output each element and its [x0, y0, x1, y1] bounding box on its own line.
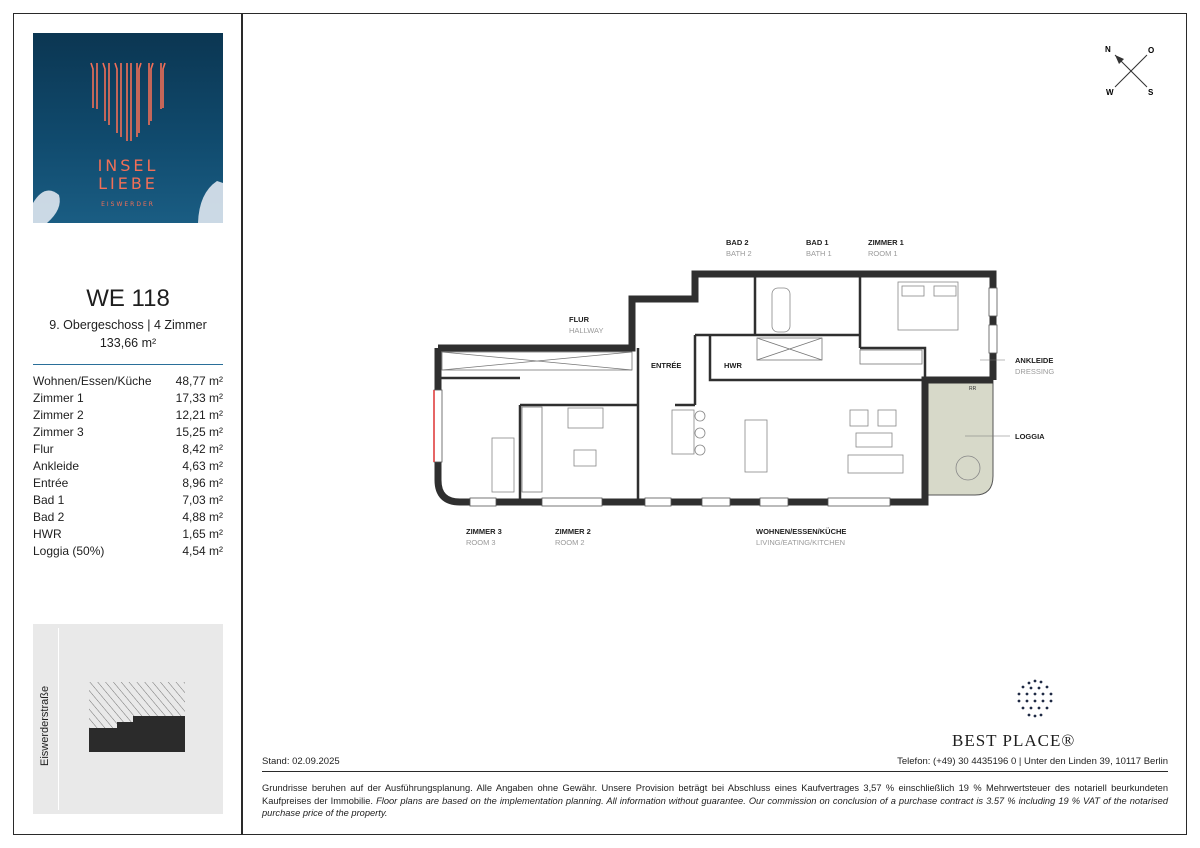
label-zimmer1: ZIMMER 1 — [868, 238, 904, 247]
area-row — [33, 459, 223, 476]
wardrobe-ankleide — [860, 350, 922, 364]
wardrobe-room2 — [522, 407, 542, 492]
bed-room1 — [898, 282, 958, 330]
compass-s: S — [1148, 88, 1154, 97]
disclaimer-en: Floor plans are based on the implementation planning. All information without guarantee. Our commission on conclusion of a purchase contract is 3.57 % including 19 % VAT of the notarised purchase price of the property. — [262, 795, 1169, 818]
label-zimmer2-en: ROOM 2 — [555, 538, 585, 547]
area-room: Wohnen/Essen/Küche — [33, 374, 152, 388]
bathtub — [772, 288, 790, 332]
street-name: Eiswerderstraße — [39, 685, 51, 766]
disclaimer — [262, 782, 1168, 820]
date-stamp: Stand: 02.09.2025 — [262, 756, 340, 767]
area-row — [33, 425, 223, 442]
armchair — [850, 410, 868, 426]
unit-total-area: 133,66 m² — [99, 336, 157, 350]
area-row — [33, 493, 223, 510]
cabinet-room3 — [492, 438, 514, 492]
compass-n: N — [1105, 45, 1111, 54]
area-room: Zimmer 1 — [33, 391, 84, 405]
wall-baths — [695, 274, 860, 348]
area-value: 48,77 m² — [175, 374, 223, 388]
dining-table — [745, 420, 767, 472]
label-bad1-en: BATH 1 — [806, 249, 832, 258]
label-zimmer3-en: ROOM 3 — [466, 538, 496, 547]
window-room3-south — [470, 498, 496, 506]
area-row — [33, 391, 223, 408]
area-room: Bad 2 — [33, 510, 65, 524]
wall-room2 — [520, 405, 638, 502]
area-room: HWR — [33, 527, 62, 541]
window-kitchen-south — [645, 498, 671, 506]
label-zimmer2: ZIMMER 2 — [555, 527, 591, 536]
area-room: Ankleide — [33, 459, 80, 473]
area-value: 4,63 m² — [182, 459, 223, 473]
wall-entree-hwr — [695, 335, 925, 405]
label-bad2: BAD 2 — [726, 238, 749, 247]
desk-small — [574, 450, 596, 466]
window-living-south-1 — [702, 498, 730, 506]
area-row — [33, 527, 223, 544]
kitchen-island — [672, 410, 694, 454]
label-zimmer1-en: ROOM 1 — [868, 249, 898, 258]
label-bad1: BAD 1 — [806, 238, 829, 247]
logo-line-3: EISWERDER — [101, 201, 155, 208]
area-room: Entrée — [33, 476, 69, 490]
window-living-south-2 — [760, 498, 788, 506]
contact-info: Telefon: (+49) 30 4435196 0 | Unter den Linden 39, 10117 Berlin — [897, 756, 1168, 767]
wall-flur — [638, 348, 695, 405]
disclaimer-de: Grundrisse beruhen auf der Ausführungsplanung. Alle Angaben ohne Gewähr. Unsere Provision beträgt bei Abschluss eines Kaufvertrages 3,57 % einschließlich 19 % Mehrwertsteuer des notariell beurkundeten Kaufpreises der Immobilie. — [262, 783, 1168, 806]
window-living-south-3 — [828, 498, 890, 506]
area-room: Zimmer 3 — [33, 425, 84, 439]
label-flur: FLUR — [569, 315, 589, 324]
window-room2-south — [542, 498, 602, 506]
area-value: 1,65 m² — [182, 527, 223, 541]
armchair — [878, 410, 896, 426]
pillow-icon — [902, 286, 924, 296]
label-ankleide: ANKLEIDE — [1015, 356, 1054, 365]
window-room3-west — [434, 390, 442, 462]
company-logo-icon — [1005, 675, 1065, 725]
area-row — [33, 408, 223, 425]
unit-title: WE 118 — [86, 285, 170, 312]
street-line — [58, 628, 59, 810]
coffee-table — [856, 433, 892, 447]
window-room1-east-2 — [989, 325, 997, 353]
company-name: BEST PLACE® — [952, 731, 1076, 750]
compass — [1100, 40, 1170, 100]
label-flur-en: HALLWAY — [569, 326, 604, 335]
window-room1-east — [989, 288, 997, 316]
area-room: Bad 1 — [33, 493, 65, 507]
label-ankleide-en: DRESSING — [1015, 367, 1055, 376]
label-loggia: LOGGIA — [1015, 432, 1045, 441]
label-wohnen: WOHNEN/ESSEN/KÜCHE — [756, 527, 847, 536]
project-logo — [33, 33, 223, 223]
logo-line-2: LIEBE — [98, 174, 158, 193]
area-room: Loggia (50%) — [33, 544, 105, 558]
floor-plan — [420, 230, 1060, 560]
area-value: 8,96 m² — [182, 476, 223, 490]
label-bad2-en: BATH 2 — [726, 249, 752, 258]
key-plan-graphic — [33, 624, 223, 814]
street-label — [37, 668, 57, 778]
area-value: 4,54 m² — [182, 544, 223, 558]
unit-subtitle: 9. Obergeschoss | 4 Zimmer — [49, 318, 207, 332]
label-hwr: HWR — [724, 361, 742, 370]
area-row — [33, 476, 223, 493]
unit-divider — [33, 364, 223, 365]
area-row — [33, 374, 223, 391]
pillow-icon — [934, 286, 956, 296]
bar-stool — [695, 428, 705, 438]
compass-w: W — [1106, 88, 1114, 97]
logo-graphic — [33, 33, 223, 223]
area-value: 8,42 m² — [182, 442, 223, 456]
sofa — [848, 455, 903, 473]
area-row — [33, 544, 223, 561]
area-value: 7,03 m² — [182, 493, 223, 507]
label-rr: RR — [969, 386, 977, 392]
label-wohnen-en: LIVING/EATING/KITCHEN — [756, 538, 846, 547]
sidebar-divider — [241, 13, 243, 835]
compass-o: O — [1148, 46, 1155, 55]
footer-divider — [262, 771, 1168, 772]
area-table — [33, 374, 223, 561]
area-value: 17,33 m² — [175, 391, 223, 405]
label-zimmer3: ZIMMER 3 — [466, 527, 502, 536]
bar-stool — [695, 411, 705, 421]
area-row — [33, 510, 223, 527]
bar-stool — [695, 445, 705, 455]
area-value: 15,25 m² — [175, 425, 223, 439]
area-value: 4,88 m² — [182, 510, 223, 524]
area-row — [33, 442, 223, 459]
area-room: Flur — [33, 442, 54, 456]
area-room: Zimmer 2 — [33, 408, 84, 422]
logo-line-1: INSEL — [97, 156, 159, 175]
desk-room2 — [568, 408, 603, 428]
key-plan — [33, 624, 223, 814]
area-value: 12,21 m² — [175, 408, 223, 422]
label-entree: ENTRÉE — [651, 361, 682, 370]
